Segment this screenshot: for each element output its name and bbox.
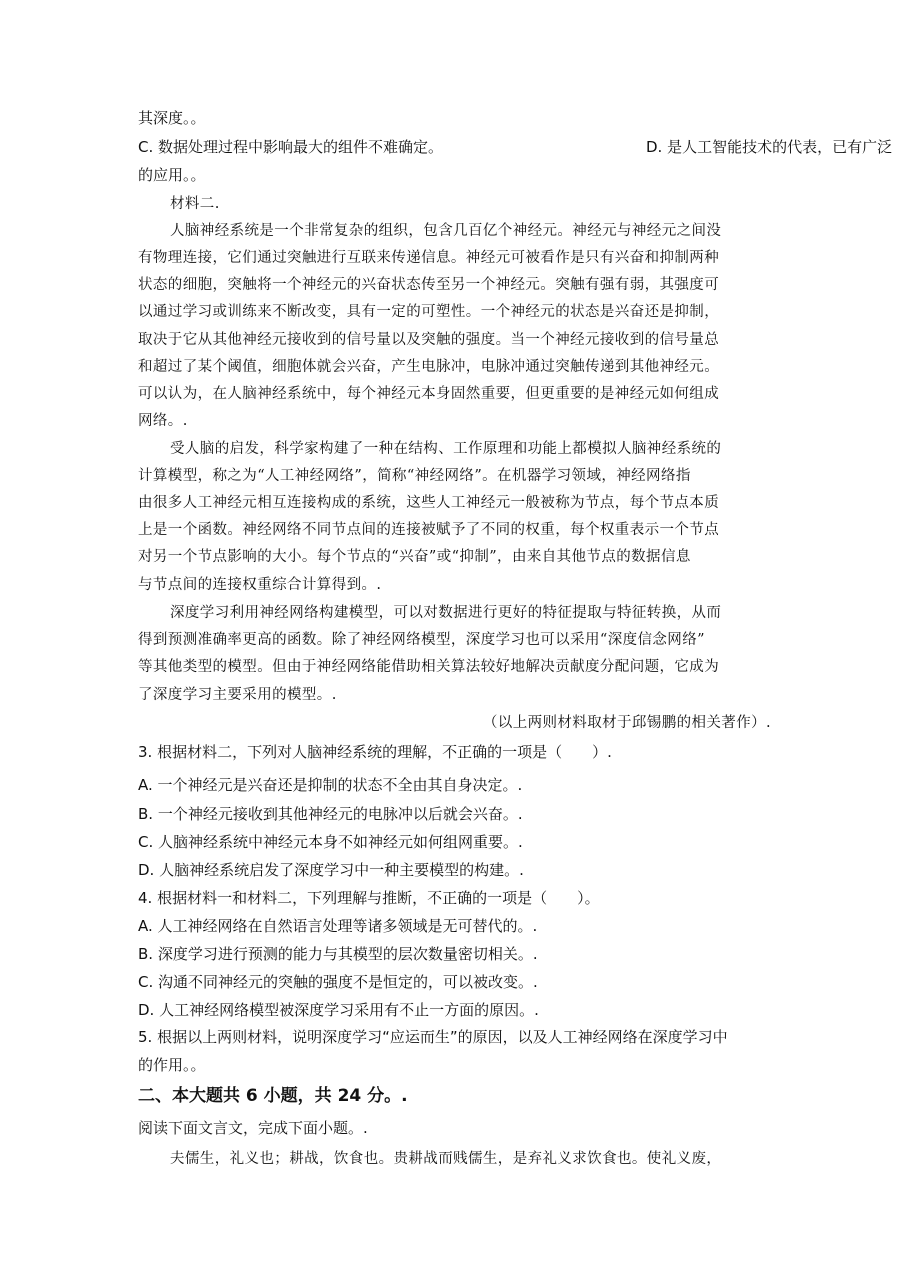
paragraph-line: 和超过了某个阈值，细胞体就会兴奋，产生电脉冲，电脉冲通过突触传递到其他神经元。 [138,359,720,375]
paragraph-line: 可以认为，在人脑神经系统中，每个神经元本身固然重要，但更重要的是神经元如何组成 [138,386,720,402]
option-d-text: D. 是人工智能技术的代表，已有广泛 [646,138,893,156]
q3-option-b: B. 一个神经元接收到其他神经元的电脉冲以后就会兴奋。. [138,805,523,823]
text-line: 的应用。。 [138,166,206,184]
paragraph-line: 以通过学习或训练来不断改变，具有一定的可塑性。一个神经元的状态是兴奋还是抑制， [138,304,720,320]
paragraph-line: 取决于它从其他神经元接收到的信号量以及突触的强度。当一个神经元接收到的信号量总 [138,332,720,348]
q4-option-c: C. 沟通不同神经元的突触的强度不是恒定的，可以被改变。. [138,973,538,991]
section-heading: 二、本大题共 6 小题，共 24 分。. [138,1086,408,1106]
paragraph-line: 得到预测准确率更高的函数。除了神经网络模型，深度学习也可以采用“深度信念网络” [138,632,705,648]
paragraph-line: 上是一个函数。神经网络不同节点间的连接被赋予了不同的权重，每个权重表示一个节点 [138,522,720,538]
question-5: 5. 根据以上两则材料，说明深度学习“应运而生”的原因，以及人工神经网络在深度学习中 [138,1028,728,1046]
paragraph-line: 计算模型，称之为“人工神经网络”，简称“神经网络”。在机器学习领域，神经网络指 [138,468,691,484]
text-line: 其深度。。 [138,109,206,127]
instruction-text: 阅读下面文言文，完成下面小题。. [138,1119,368,1137]
paragraph-line: 对另一个节点影响的大小。每个节点的“兴奋”或“抑制”，由来自其他节点的数据信息 [138,549,691,565]
option-c-text: C. 数据处理过程中影响最大的组件不难确定。 [138,138,444,156]
paragraph-line: 有物理连接，它们通过突触进行互联来传递信息。神经元可被看作是只有兴奋和抑制两种 [138,250,720,266]
paragraph-line: 网络。. [138,413,188,429]
paragraph-line: 由很多人工神经元相互连接构成的系统，这些人工神经元一般被称为节点，每个节点本质 [138,495,720,511]
paragraph-line: 人脑神经系统是一个非常复杂的组织，包含几百亿个神经元。神经元与神经元之间没 [170,223,722,239]
question-5-cont: 的作用。。 [138,1056,206,1074]
q3-option-c: C. 人脑神经系统中神经元本身不如神经元如何组网重要。. [138,833,523,851]
q4-option-a: A. 人工神经网络在自然语言处理等诸多领域是无可替代的。. [138,917,538,935]
source-note: （以上两则材料取材于邱锡鹏的相关著作）. [482,715,771,731]
q3-option-d: D. 人脑神经系统启发了深度学习中一种主要模型的构建。. [138,861,524,879]
question-3: 3. 根据材料二，下列对人脑神经系统的理解，不正确的一项是（ ）. [138,743,612,761]
question-4: 4. 根据材料一和材料二，下列理解与推断，不正确的一项是（ ）。 [138,889,600,907]
paragraph-line: 深度学习利用神经网络构建模型，可以对数据进行更好的特征提取与特征转换，从而 [170,605,722,621]
classical-text-line: 夫儒生，礼义也；耕战，饮食也。贵耕战而贱儒生，是弃礼义求饮食也。使礼义废， [170,1151,722,1167]
paragraph-line: 受人脑的启发，科学家构建了一种在结构、工作原理和功能上都模拟人脑神经系统的 [170,441,722,457]
q3-option-a: A. 一个神经元是兴奋还是抑制的状态不全由其自身决定。. [138,776,523,794]
q4-option-b: B. 深度学习进行预测的能力与其模型的层次数量密切相关。. [138,945,538,963]
q4-option-d: D. 人工神经网络模型被深度学习采用有不止一方面的原因。. [138,1001,539,1019]
paragraph-line: 了深度学习主要采用的模型。. [138,687,337,703]
paragraph-line: 状态的细胞，突触将一个神经元的兴奋状态传至另一个神经元。突触有强有弱，其强度可 [138,277,720,293]
option-row [138,137,893,157]
material-title: 材料二. [170,196,220,212]
paragraph-line: 等其他类型的模型。但由于神经网络能借助相关算法较好地解决贡献度分配问题，它成为 [138,659,720,675]
paragraph-line: 与节点间的连接权重综合计算得到。. [138,577,382,593]
